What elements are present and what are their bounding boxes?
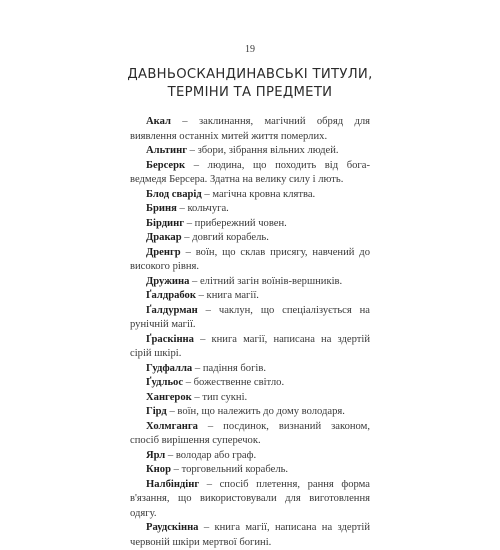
glossary-definition: – воїн, що належить до дому володаря. — [166, 406, 345, 417]
glossary-definition: – падіння богів. — [192, 362, 267, 374]
page-number: 19 — [245, 44, 255, 55]
glossary-term: Хангерок — [146, 391, 192, 403]
glossary-entry — [130, 246, 370, 275]
glossary-term: Альтинг — [146, 145, 188, 156]
glossary-definition: – володар або граф. — [165, 449, 257, 461]
glossary-definition: – воїн, що склав присягу, навчений до високого рівня. — [130, 246, 370, 272]
glossary-entry — [130, 289, 370, 304]
glossary-entry — [130, 521, 370, 550]
glossary-entry — [130, 144, 370, 159]
glossary-entry — [130, 188, 370, 203]
glossary-term: Бірдинг — [146, 217, 185, 229]
glossary-definition: – книга магії, написана на здертій червоній шкіри мертвої богині. — [130, 522, 370, 548]
glossary-entry — [130, 231, 370, 246]
glossary-definition: – торговельний корабель. — [170, 464, 289, 475]
glossary-entry — [130, 478, 370, 522]
glossary-term: Дружина — [146, 275, 190, 287]
glossary-definition: – спосіб плетення, рання форма в'язання, що використовували для виготовлення одягу. — [130, 478, 370, 519]
glossary-definition: – магічна кровна клятва. — [201, 188, 316, 200]
page-title — [0, 66, 500, 102]
glossary-definition: – тип сукні. — [191, 391, 248, 403]
glossary-entry — [130, 333, 370, 362]
glossary-definition: – чаклун, що спеціалізується на рунічній магії. — [130, 304, 370, 330]
glossary-definition: – елітний загін воїнів-вершників. — [189, 275, 343, 287]
glossary-term: Гірд — [146, 406, 167, 417]
glossary-term: Холмганга — [146, 420, 198, 432]
glossary-entry — [130, 159, 370, 188]
glossary-term: Дренгр — [146, 246, 181, 258]
glossary-definition: – збори, зібрання вільних людей. — [187, 145, 339, 156]
glossary-term: Ґалдрабок — [146, 290, 196, 301]
glossary-term: Раудскінна — [146, 522, 199, 533]
glossary-term: Налбіндінг — [146, 478, 200, 490]
glossary-definition: – божественне світло. — [183, 377, 285, 388]
glossary-definition: – довгий корабель. — [181, 232, 269, 243]
glossary-term: Ярл — [146, 449, 166, 461]
glossary-term: Ґраскінна — [146, 333, 194, 345]
glossary-definition: – посдинок, визнаний законом, спосіб вирішення суперечок. — [130, 420, 370, 446]
glossary-term: Берсерк — [146, 159, 186, 171]
glossary-entry — [130, 115, 370, 144]
glossary-definition: – книга магії, написана на здертій сірій шкірі. — [130, 333, 370, 359]
page-title-line-2: ТЕРМІНИ ТА ПРЕДМЕТИ — [167, 85, 333, 100]
glossary-definition: – прибережний човен. — [184, 217, 287, 229]
glossary-definition: – заклинання, магічний обряд для виявлення останніх митей життя померлих. — [130, 116, 370, 142]
page-title-line-1: ДАВНЬОСКАНДИНАВСЬКІ ТИТУЛИ, — [127, 67, 373, 82]
glossary-term: Ґалдурман — [146, 304, 198, 316]
glossary-entry — [130, 376, 370, 391]
glossary-term: Дракар — [146, 232, 182, 243]
glossary-term: Кнор — [146, 464, 171, 475]
glossary-definition: – кольчуга. — [176, 203, 229, 214]
glossary-list — [130, 115, 370, 550]
glossary-entry — [130, 405, 370, 420]
glossary-entry — [130, 362, 370, 377]
glossary-definition: – людина, що походить від бога-ведмедя Берсера. Здатна на велику силу і лють. — [130, 159, 370, 185]
glossary-entry — [130, 217, 370, 232]
glossary-term: Акал — [146, 116, 171, 127]
glossary-entry — [130, 420, 370, 449]
glossary-entry — [130, 275, 370, 290]
glossary-entry — [130, 391, 370, 406]
glossary-entry — [130, 463, 370, 478]
glossary-entry — [130, 202, 370, 217]
glossary-term: Бриня — [146, 203, 177, 214]
glossary-term: Блод сварід — [146, 188, 202, 200]
glossary-term: Ґудльос — [146, 377, 184, 388]
glossary-entry — [130, 449, 370, 464]
glossary-entry — [130, 304, 370, 333]
glossary-term: Гудфалла — [146, 362, 193, 374]
glossary-definition: – книга магії. — [195, 290, 259, 301]
